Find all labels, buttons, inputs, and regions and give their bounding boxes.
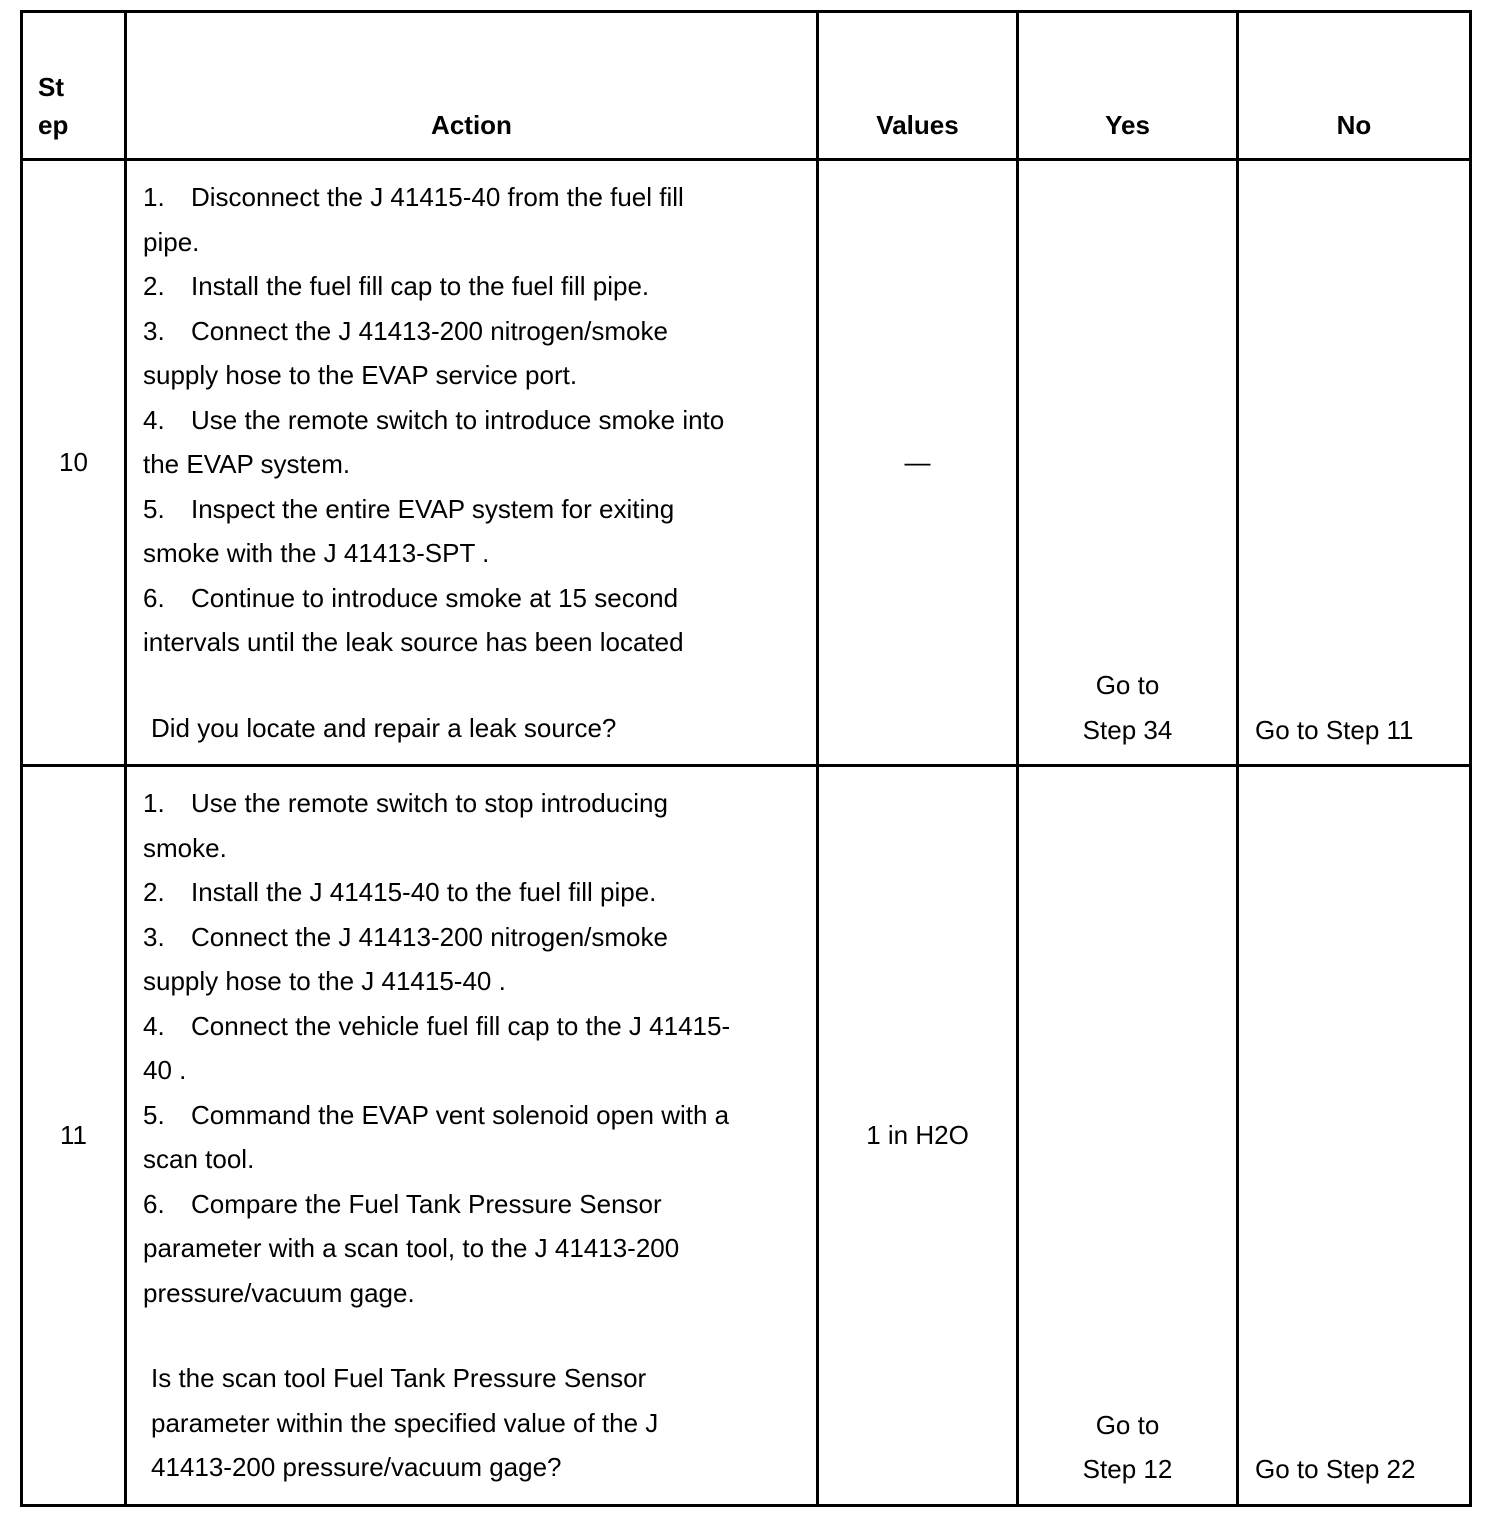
action-item: [143, 264, 736, 309]
action-item-text: Install the J 41415-40 to the fuel fill pipe.: [191, 877, 657, 907]
header-yes: Yes: [1018, 12, 1238, 160]
action-item-number: 3.: [143, 315, 165, 346]
action-item-text: Connect the J 41413-200 nitrogen/smoke supply hose to the EVAP service port.: [143, 315, 668, 390]
action-cell: [126, 160, 818, 766]
action-item: [143, 309, 736, 398]
action-item: [143, 175, 736, 264]
no-cell: Go to Step 22: [1238, 766, 1471, 1506]
action-item: [143, 398, 736, 487]
header-action: Action: [126, 12, 818, 160]
action-item-number: 2.: [143, 271, 165, 301]
action-item-text: Command the EVAP vent solenoid open with a scan tool.: [143, 1099, 730, 1174]
action-item-text: Connect the J 41413-200 nitrogen/smoke supply hose to the J 41415-40 .: [143, 921, 668, 996]
step-number: 11: [22, 766, 126, 1506]
no-cell: Go to Step 11: [1238, 160, 1471, 766]
values-cell: 1 in H2O: [818, 766, 1018, 1506]
action-item: [143, 915, 736, 1004]
question-text: Did you locate and repair a leak source?: [151, 712, 617, 743]
table-row: [22, 160, 1471, 766]
question-text: Is the scan tool Fuel Tank Pressure Sensor parameter within the specified value of the J 41413-200 pressure/vacuum gage?: [151, 1363, 659, 1482]
action-item: [143, 1093, 736, 1182]
header-step: [22, 12, 126, 160]
action-item-text: Install the fuel fill cap to the fuel fill pipe.: [191, 271, 650, 301]
header-row: [22, 12, 1471, 160]
action-item-number: 6.: [143, 1188, 165, 1219]
action-item: [143, 487, 736, 576]
action-item: [143, 576, 736, 665]
action-item: [143, 781, 736, 870]
action-cell: [126, 766, 818, 1506]
header-step-line1: St: [38, 72, 64, 102]
header-step-line2: ep: [38, 110, 69, 140]
yes-cell: Go to Step 12: [1018, 766, 1238, 1506]
action-item-text: Compare the Fuel Tank Pressure Sensor parameter with a scan tool, to the J 41413-200 pressure/vacuum gage.: [143, 1188, 680, 1308]
action-item: [143, 1004, 736, 1093]
step-number: 10: [22, 160, 126, 766]
action-item-number: 4.: [143, 1010, 165, 1041]
action-item-text: Use the remote switch to stop introducing smoke.: [143, 788, 668, 863]
action-item: [143, 870, 736, 915]
action-item-number: 1.: [143, 182, 165, 212]
action-item-number: 4.: [143, 404, 165, 435]
action-item-number: 3.: [143, 921, 165, 952]
yes-cell: Go to Step 34: [1018, 160, 1238, 766]
action-item-text: Connect the vehicle fuel fill cap to the J 41415-40 .: [143, 1010, 731, 1085]
action-item-number: 5.: [143, 493, 165, 524]
action-item-number: 6.: [143, 582, 165, 613]
action-item-number: 1.: [143, 788, 165, 818]
action-item: [143, 1182, 736, 1316]
action-item-number: 2.: [143, 877, 165, 907]
diagnostic-table: [20, 10, 1472, 1507]
header-no: No: [1238, 12, 1471, 160]
action-item-text: Inspect the entire EVAP system for exiting smoke with the J 41413-SPT .: [143, 493, 675, 568]
action-item-text: Continue to introduce smoke at 15 second intervals until the leak source has been located: [143, 582, 684, 657]
header-values: Values: [818, 12, 1018, 160]
action-item-text: Use the remote switch to introduce smoke into the EVAP system.: [143, 404, 725, 479]
values-cell: —: [818, 160, 1018, 766]
table-row: [22, 766, 1471, 1506]
action-item-text: Disconnect the J 41415-40 from the fuel fill pipe.: [143, 182, 684, 257]
action-item-number: 5.: [143, 1099, 165, 1130]
